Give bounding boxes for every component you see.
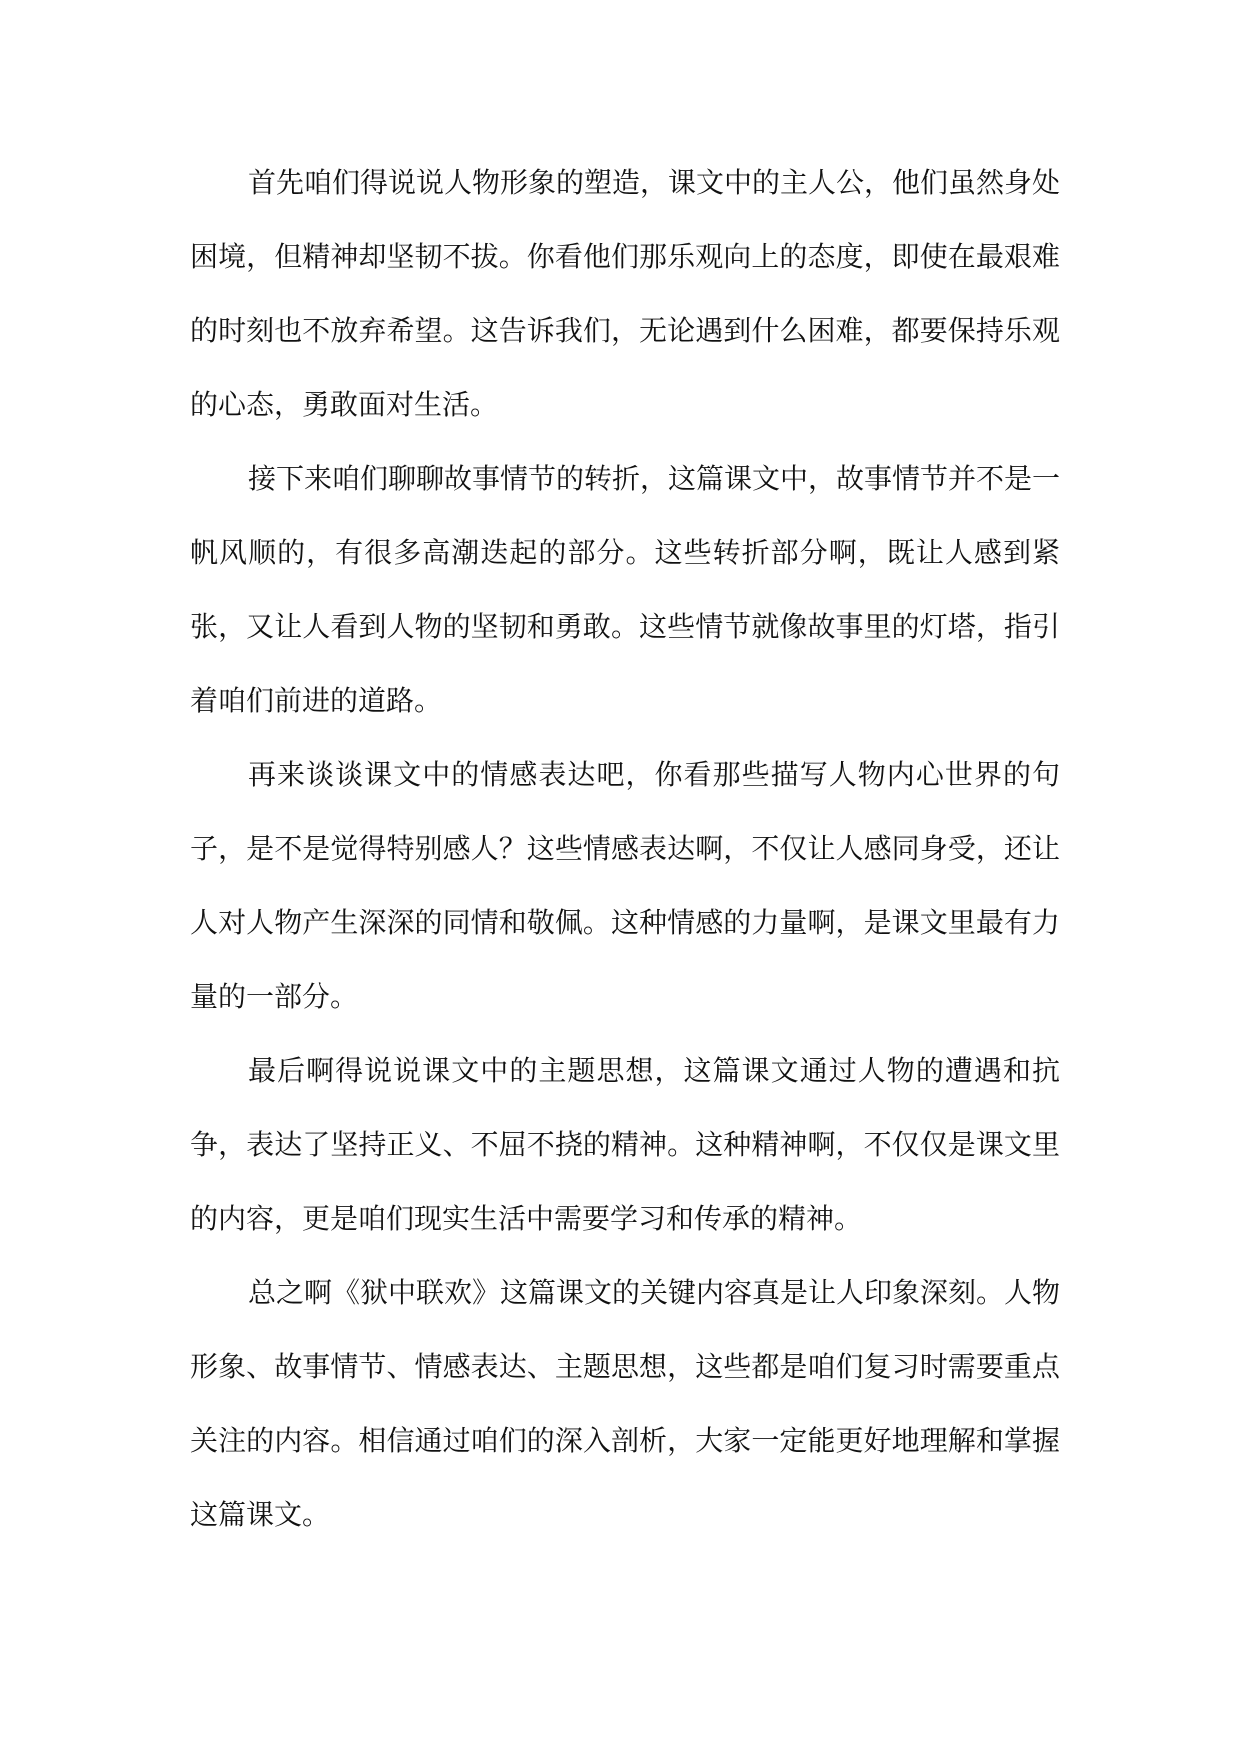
paragraph-emotional-expression: 再来谈谈课文中的情感表达吧，你看那些描写人物内心世界的句子，是不是觉得特别感人？这些情感表达啊，不仅让人感同身受，还让人对人物产生深深的同情和敬佩。这种情感的力量啊，是课文里最有力量的一部分。 [190,758,1060,1013]
paragraph-conclusion: 总之啊《狱中联欢》这篇课文的关键内容真是让人印象深刻。人物形象、故事情节、情感表达、主题思想，这些都是咱们复习时需要重点关注的内容。相信通过咱们的深入剖析，大家一定能更好地理解和掌握这篇课文。 [190,1276,1061,1531]
paragraph-plot-turns: 接下来咱们聊聊故事情节的转折，这篇课文中，故事情节并不是一帆风顺的，有很多高潮迭起的部分。这些转折部分啊，既让人感到紧张，又让人看到人物的坚韧和勇敢。这些情节就像故事里的灯塔，指引着咱们前进的道路。 [190,462,1061,717]
document-body [190,146,1060,1552]
paragraph-theme: 最后啊得说说课文中的主题思想，这篇课文通过人物的遭遇和抗争，表达了坚持正义、不屈不挠的精神。这种精神啊，不仅仅是课文里的内容，更是咱们现实生活中需要学习和传承的精神。 [190,1054,1060,1235]
paragraph-character-portrayal: 首先咱们得说说人物形象的塑造，课文中的主人公，他们虽然身处困境，但精神却坚韧不拔。你看他们那乐观向上的态度，即使在最艰难的时刻也不放弃希望。这告诉我们，无论遇到什么困难，都要保持乐观的心态，勇敢面对生活。 [190,166,1061,421]
